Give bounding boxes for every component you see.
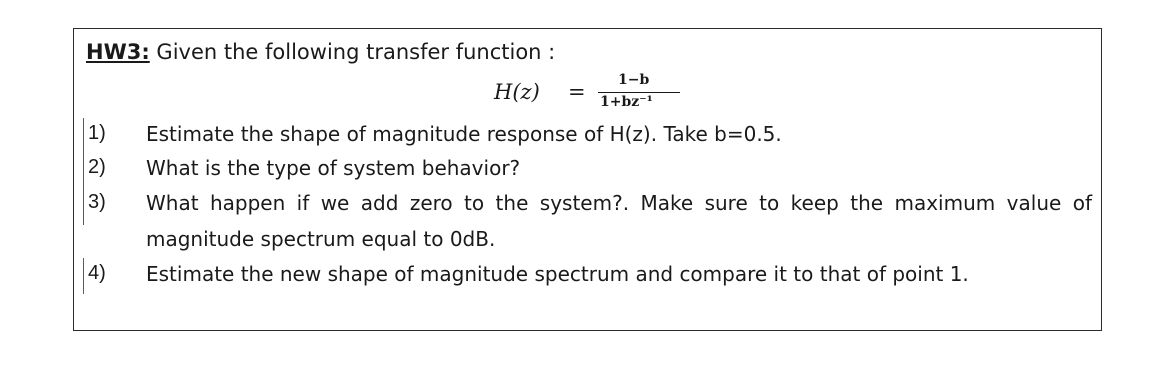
formula-numerator: 1−b xyxy=(618,72,650,88)
formula-denominator: 1+bz⁻¹ xyxy=(600,94,653,110)
item-text-3: What happen if we add zero to the system?. Make sure to keep the maximum value of magnitude spectrum equal to 0dB. xyxy=(146,191,1092,251)
item-number-4: 4) xyxy=(88,262,106,284)
problem-heading xyxy=(86,40,555,64)
item-text-2: What is the type of system behavior? xyxy=(146,156,521,180)
formula-equals: = xyxy=(568,80,586,104)
list-margin-rule-upper xyxy=(83,118,84,225)
list-margin-rule-lower xyxy=(83,258,84,294)
item-number-1: 1) xyxy=(88,122,106,144)
homework-label: HW3: xyxy=(86,40,150,64)
heading-text: Given the following transfer function : xyxy=(149,40,556,64)
formula-lhs: H(z) xyxy=(494,80,540,104)
item-number-2: 2) xyxy=(88,156,106,178)
item-text-1: Estimate the shape of magnitude response of H(z). Take b=0.5. xyxy=(146,122,782,146)
item-text-4: Estimate the new shape of magnitude spectrum and compare it to that of point 1. xyxy=(146,262,969,286)
item-number-3: 3) xyxy=(88,191,106,213)
